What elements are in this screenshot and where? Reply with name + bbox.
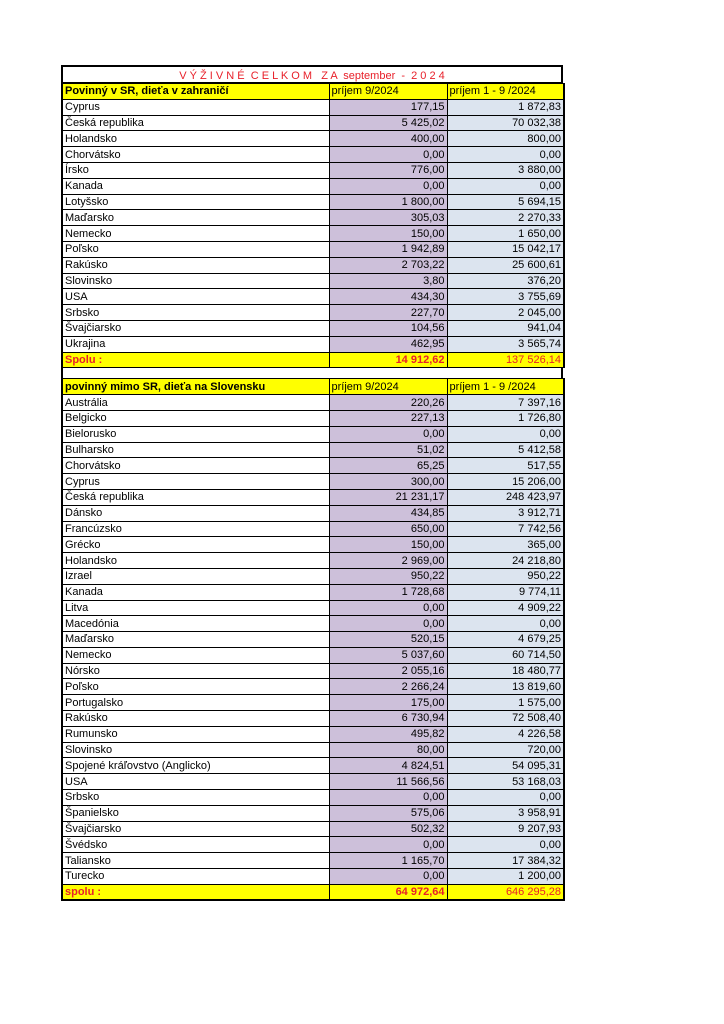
month-value-cell: 2 969,00	[329, 553, 447, 569]
table-row	[62, 458, 564, 474]
ytd-value-cell: 70 032,38	[447, 115, 564, 131]
sheet-title: V Ý Ž I V N É C E L K O M Z A september - 2 0 2 4	[61, 65, 563, 83]
month-value-cell: 2 703,22	[329, 257, 447, 273]
table-row	[62, 320, 564, 336]
ytd-value-cell: 53 168,03	[447, 774, 564, 790]
table-row	[62, 336, 564, 352]
section-slovakia-table	[61, 378, 565, 901]
table-row	[62, 774, 564, 790]
month-value-cell: 2 055,16	[329, 663, 447, 679]
month-value-cell: 434,85	[329, 505, 447, 521]
month-value-cell: 5 037,60	[329, 647, 447, 663]
ytd-value-cell: 24 218,80	[447, 553, 564, 569]
country-cell: Portugalsko	[62, 695, 329, 711]
table-row	[62, 241, 564, 257]
country-cell: Litva	[62, 600, 329, 616]
ytd-value-cell: 72 508,40	[447, 711, 564, 727]
month-value-cell: 400,00	[329, 131, 447, 147]
country-cell: Ukrajina	[62, 336, 329, 352]
ytd-value-cell: 9 207,93	[447, 821, 564, 837]
month-value-cell: 0,00	[329, 178, 447, 194]
table-row	[62, 663, 564, 679]
ytd-value-cell: 0,00	[447, 178, 564, 194]
country-cell: Švédsko	[62, 837, 329, 853]
month-value-cell: 3,80	[329, 273, 447, 289]
country-cell: Nórsko	[62, 663, 329, 679]
month-value-cell: 0,00	[329, 600, 447, 616]
month-value-cell: 227,13	[329, 410, 447, 426]
country-cell: Bulharsko	[62, 442, 329, 458]
ytd-value-cell: 1 650,00	[447, 226, 564, 242]
table-row	[62, 115, 564, 131]
country-cell: Slovinsko	[62, 742, 329, 758]
country-cell: Slovinsko	[62, 273, 329, 289]
month-value-cell: 0,00	[329, 869, 447, 885]
month-value-cell: 434,30	[329, 289, 447, 305]
table-row	[62, 474, 564, 490]
country-cell: Srbsko	[62, 790, 329, 806]
country-cell: Rakúsko	[62, 711, 329, 727]
ytd-value-cell: 1 575,00	[447, 695, 564, 711]
ytd-value-cell: 0,00	[447, 837, 564, 853]
table-row	[62, 711, 564, 727]
month-value-cell: 65,25	[329, 458, 447, 474]
table-row	[62, 821, 564, 837]
total-label: spolu :	[62, 884, 329, 900]
month-value-cell: 80,00	[329, 742, 447, 758]
section-abroad-table	[61, 83, 565, 368]
table-row	[62, 616, 564, 632]
ytd-value-cell: 517,55	[447, 458, 564, 474]
ytd-value-cell: 7 397,16	[447, 395, 564, 411]
ytd-value-cell: 15 206,00	[447, 474, 564, 490]
section-label: Povinný v SR, dieťa v zahraničí	[62, 84, 329, 100]
total-ytd-value: 137 526,14	[447, 352, 564, 368]
month-value-cell: 950,22	[329, 568, 447, 584]
country-cell: Kanada	[62, 178, 329, 194]
section-header	[62, 379, 564, 395]
section-label: povinný mimo SR, dieťa na Slovensku	[62, 379, 329, 395]
table-row	[62, 568, 564, 584]
month-value-cell: 1 165,70	[329, 853, 447, 869]
table-row	[62, 553, 564, 569]
country-cell: Francúzsko	[62, 521, 329, 537]
column-header-month: príjem 9/2024	[329, 84, 447, 100]
country-cell: Turecko	[62, 869, 329, 885]
country-cell: Lotyšsko	[62, 194, 329, 210]
ytd-value-cell: 0,00	[447, 790, 564, 806]
ytd-value-cell: 3 755,69	[447, 289, 564, 305]
country-cell: Poľsko	[62, 679, 329, 695]
ytd-value-cell: 7 742,56	[447, 521, 564, 537]
country-cell: Cyprus	[62, 474, 329, 490]
ytd-value-cell: 13 819,60	[447, 679, 564, 695]
country-cell: Maďarsko	[62, 632, 329, 648]
month-value-cell: 104,56	[329, 320, 447, 336]
country-cell: Cyprus	[62, 99, 329, 115]
ytd-value-cell: 5 412,58	[447, 442, 564, 458]
total-month-value: 14 912,62	[329, 352, 447, 368]
ytd-value-cell: 54 095,31	[447, 758, 564, 774]
month-value-cell: 1 728,68	[329, 584, 447, 600]
ytd-value-cell: 4 226,58	[447, 726, 564, 742]
table-row	[62, 395, 564, 411]
ytd-value-cell: 0,00	[447, 616, 564, 632]
table-row	[62, 289, 564, 305]
ytd-value-cell: 3 880,00	[447, 162, 564, 178]
ytd-value-cell: 941,04	[447, 320, 564, 336]
table-row	[62, 600, 564, 616]
table-row	[62, 305, 564, 321]
ytd-value-cell: 9 774,11	[447, 584, 564, 600]
country-cell: Belgicko	[62, 410, 329, 426]
table-row	[62, 442, 564, 458]
table-row	[62, 537, 564, 553]
ytd-value-cell: 3 912,71	[447, 505, 564, 521]
table-row	[62, 147, 564, 163]
section-gap	[61, 368, 563, 378]
ytd-value-cell: 800,00	[447, 131, 564, 147]
total-month-value: 64 972,64	[329, 884, 447, 900]
table-row	[62, 695, 564, 711]
month-value-cell: 2 266,24	[329, 679, 447, 695]
total-row	[62, 884, 564, 900]
ytd-value-cell: 1 872,83	[447, 99, 564, 115]
section-header	[62, 84, 564, 100]
ytd-value-cell: 720,00	[447, 742, 564, 758]
table-row	[62, 853, 564, 869]
month-value-cell: 502,32	[329, 821, 447, 837]
ytd-value-cell: 18 480,77	[447, 663, 564, 679]
total-ytd-value: 646 295,28	[447, 884, 564, 900]
ytd-value-cell: 4 909,22	[447, 600, 564, 616]
month-value-cell: 0,00	[329, 837, 447, 853]
table-row	[62, 410, 564, 426]
ytd-value-cell: 5 694,15	[447, 194, 564, 210]
country-cell: Chorvátsko	[62, 458, 329, 474]
country-cell: Švajčiarsko	[62, 821, 329, 837]
table-row	[62, 790, 564, 806]
country-cell: Česká republika	[62, 489, 329, 505]
country-cell: Nemecko	[62, 226, 329, 242]
month-value-cell: 0,00	[329, 790, 447, 806]
country-cell: Srbsko	[62, 305, 329, 321]
table-row	[62, 226, 564, 242]
table-row	[62, 194, 564, 210]
country-cell: Chorvátsko	[62, 147, 329, 163]
ytd-value-cell: 3 958,91	[447, 805, 564, 821]
month-value-cell: 220,26	[329, 395, 447, 411]
table-row	[62, 489, 564, 505]
table-row	[62, 99, 564, 115]
total-label: Spolu :	[62, 352, 329, 368]
table-row	[62, 837, 564, 853]
ytd-value-cell: 950,22	[447, 568, 564, 584]
table-row	[62, 162, 564, 178]
month-value-cell: 650,00	[329, 521, 447, 537]
month-value-cell: 21 231,17	[329, 489, 447, 505]
month-value-cell: 575,06	[329, 805, 447, 821]
table-row	[62, 131, 564, 147]
country-cell: Dánsko	[62, 505, 329, 521]
ytd-value-cell: 0,00	[447, 147, 564, 163]
month-value-cell: 175,00	[329, 695, 447, 711]
country-cell: Holandsko	[62, 553, 329, 569]
column-header-month: príjem 9/2024	[329, 379, 447, 395]
country-cell: Kanada	[62, 584, 329, 600]
table-row	[62, 679, 564, 695]
table-row	[62, 426, 564, 442]
table-row	[62, 726, 564, 742]
month-value-cell: 0,00	[329, 147, 447, 163]
ytd-value-cell: 4 679,25	[447, 632, 564, 648]
alimony-sheet	[61, 65, 563, 901]
country-cell: Bielorusko	[62, 426, 329, 442]
table-row	[62, 584, 564, 600]
table-row	[62, 178, 564, 194]
country-cell: Španielsko	[62, 805, 329, 821]
month-value-cell: 1 942,89	[329, 241, 447, 257]
month-value-cell: 1 800,00	[329, 194, 447, 210]
ytd-value-cell: 2 270,33	[447, 210, 564, 226]
table-row	[62, 869, 564, 885]
table-row	[62, 210, 564, 226]
ytd-value-cell: 17 384,32	[447, 853, 564, 869]
country-cell: Rumunsko	[62, 726, 329, 742]
country-cell: USA	[62, 774, 329, 790]
month-value-cell: 5 425,02	[329, 115, 447, 131]
ytd-value-cell: 2 045,00	[447, 305, 564, 321]
table-row	[62, 521, 564, 537]
table-row	[62, 742, 564, 758]
month-value-cell: 300,00	[329, 474, 447, 490]
country-cell: Švajčiarsko	[62, 320, 329, 336]
month-value-cell: 150,00	[329, 537, 447, 553]
table-row	[62, 647, 564, 663]
country-cell: Česká republika	[62, 115, 329, 131]
country-cell: Írsko	[62, 162, 329, 178]
total-row	[62, 352, 564, 368]
country-cell: Taliansko	[62, 853, 329, 869]
month-value-cell: 51,02	[329, 442, 447, 458]
month-value-cell: 776,00	[329, 162, 447, 178]
month-value-cell: 305,03	[329, 210, 447, 226]
month-value-cell: 4 824,51	[329, 758, 447, 774]
month-value-cell: 462,95	[329, 336, 447, 352]
ytd-value-cell: 60 714,50	[447, 647, 564, 663]
month-value-cell: 150,00	[329, 226, 447, 242]
column-header-ytd: príjem 1 - 9 /2024	[447, 379, 564, 395]
month-value-cell: 0,00	[329, 616, 447, 632]
ytd-value-cell: 3 565,74	[447, 336, 564, 352]
country-cell: Grécko	[62, 537, 329, 553]
country-cell: USA	[62, 289, 329, 305]
country-cell: Macedónia	[62, 616, 329, 632]
ytd-value-cell: 0,00	[447, 426, 564, 442]
table-row	[62, 273, 564, 289]
ytd-value-cell: 15 042,17	[447, 241, 564, 257]
table-row	[62, 758, 564, 774]
table-row	[62, 505, 564, 521]
ytd-value-cell: 1 726,80	[447, 410, 564, 426]
column-header-ytd: príjem 1 - 9 /2024	[447, 84, 564, 100]
country-cell: Holandsko	[62, 131, 329, 147]
table-row	[62, 805, 564, 821]
month-value-cell: 0,00	[329, 426, 447, 442]
month-value-cell: 11 566,56	[329, 774, 447, 790]
country-cell: Maďarsko	[62, 210, 329, 226]
country-cell: Izrael	[62, 568, 329, 584]
table-row	[62, 632, 564, 648]
ytd-value-cell: 365,00	[447, 537, 564, 553]
country-cell: Spojené kráľovstvo (Anglicko)	[62, 758, 329, 774]
month-value-cell: 6 730,94	[329, 711, 447, 727]
country-cell: Nemecko	[62, 647, 329, 663]
ytd-value-cell: 1 200,00	[447, 869, 564, 885]
month-value-cell: 177,15	[329, 99, 447, 115]
table-row	[62, 257, 564, 273]
month-value-cell: 495,82	[329, 726, 447, 742]
month-value-cell: 520,15	[329, 632, 447, 648]
ytd-value-cell: 25 600,61	[447, 257, 564, 273]
ytd-value-cell: 248 423,97	[447, 489, 564, 505]
country-cell: Austrália	[62, 395, 329, 411]
ytd-value-cell: 376,20	[447, 273, 564, 289]
country-cell: Rakúsko	[62, 257, 329, 273]
month-value-cell: 227,70	[329, 305, 447, 321]
country-cell: Poľsko	[62, 241, 329, 257]
